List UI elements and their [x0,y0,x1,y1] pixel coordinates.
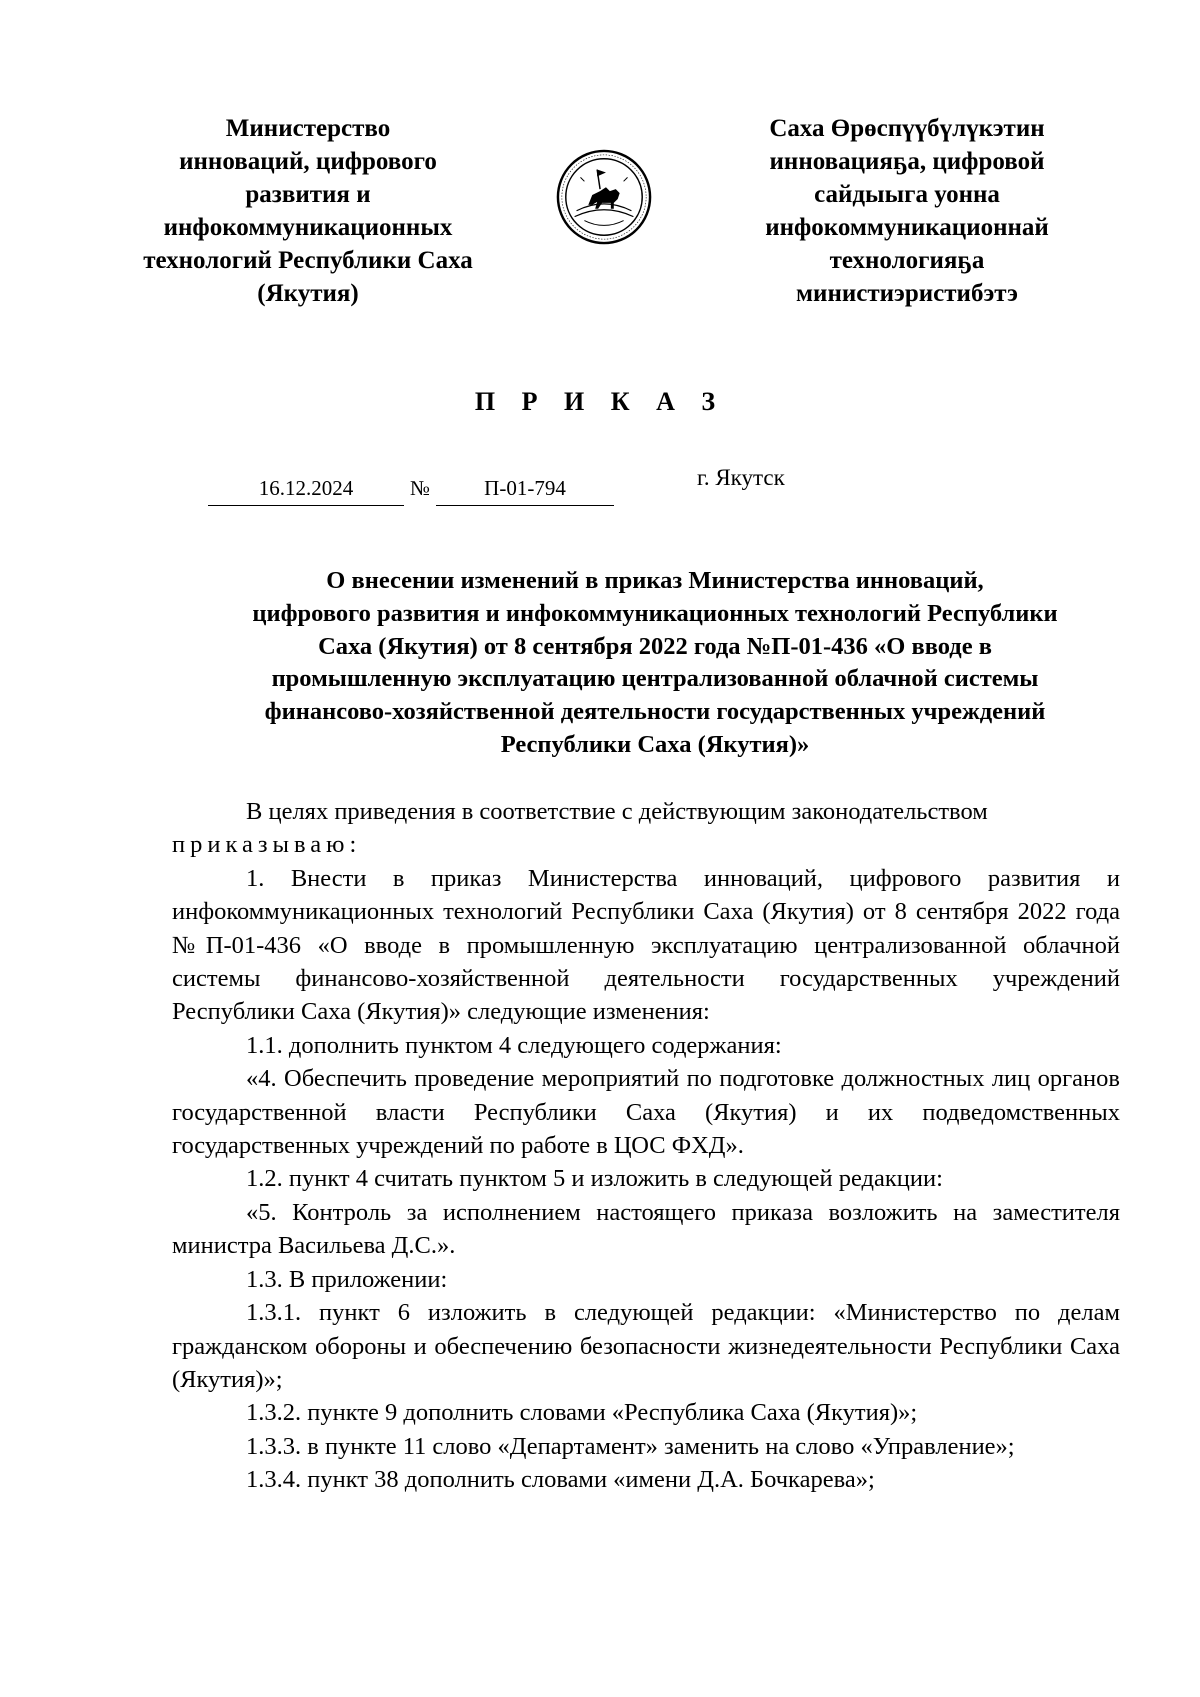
paragraph-1-3-4: 1.3.4. пункт 38 дополнить словами «имени Д.А. Бочкарева»; [246,1466,875,1494]
ministry-name-line: технологий Республики Саха [143,247,473,274]
subject-line: Саха (Якутия) от 8 сентября 2022 года №П-01-436 «О вводе в [318,632,992,660]
paragraph-1-3: 1.3. В приложении: [246,1265,448,1293]
number-sign: № [409,476,431,500]
ministry-name-russian [108,112,508,310]
ministry-name-line: развития и [245,181,371,208]
ministry-name-line: инфокоммуникационнай [765,214,1049,241]
paragraph-1-3-3: 1.3.3. в пункте 11 слово «Департамент» заменить на слово «Управление»; [246,1432,1015,1460]
order-city: г. Якутск [697,465,785,490]
intro-paragraph: В целях приведения в соответствие с действующим законодательством [246,798,988,825]
ministry-name-line: министиэристибэтэ [796,280,1018,307]
paragraph-1-1: 1.1. дополнить пунктом 4 следующего содержания: [246,1031,782,1059]
prikazyvayu-word: приказываю: [172,831,362,859]
paragraph-1-2: 1.2. пункт 4 считать пунктом 5 и изложить в следующей редакции: [246,1165,943,1193]
order-body [172,795,1120,1497]
ministry-name-line: сайдыыга уонна [814,181,1000,208]
order-number: П-01-794 [436,475,614,506]
ministry-name-yakut [712,112,1102,310]
ministry-name-line: Министерство [225,115,391,142]
paragraph-1-2-quote: «5. Контроль за исполнением настоящего приказа возложить на заместителя министра Васильева Д.С.». [172,1198,1120,1260]
subject-line: Республики Саха (Якутия)» [500,730,810,758]
paragraph-1-3-2: 1.3.2. пункте 9 дополнить словами «Республика Саха (Якутия)»; [246,1399,918,1427]
order-title: П Р И К А З [474,387,726,416]
paragraph-1: 1. Внести в приказ Министерства инноваций, цифрового развития и инфокоммуникационных технологий Республики Саха (Якутия) от 8 сентября 2022 года №П-01-436 «О вводе в промышленную эксплуатацию централизованной облачной системы финансово-хозяйственной деятельности государственных учреждений Республики Саха (Якутия)» следующие изменения: [172,864,1120,1026]
ministry-name-line: инфокоммуникационных [163,214,453,241]
ministry-name-line: (Якутия) [257,280,359,307]
subject-line: финансово-хозяйственной деятельности государственных учреждений [264,698,1046,726]
subject-line: промышленную эксплуатацию централизованной облачной системы [271,665,1039,693]
paragraph-1-1-quote: «4. Обеспечить проведение мероприятий по подготовке должностных лиц органов государственной власти Республики Саха (Якутия) и их подведомственных государственных учреждений по работе в ЦОС ФХД». [172,1065,1120,1160]
subject-line: О внесении изменений в приказ Министерства инноваций, [326,567,984,594]
ministry-name-line: технологияҕа [829,247,985,274]
republic-coat-of-arms-icon [555,148,653,246]
ministry-name-line: инноваций, цифрового [179,148,437,175]
paragraph-1-3-1: 1.3.1. пункт 6 изложить в следующей редакции: «Министерство по делам гражданском обороны и обеспечению безопасности жизнедеятельности Республики Саха (Якутия)»; [172,1299,1120,1393]
ministry-name-line: инновацияҕа, цифровой [769,148,1045,175]
order-date: 16.12.2024 [208,475,404,506]
order-subject [175,565,1135,762]
subject-line: цифрового развития и инфокоммуникационных технологий Республики [252,599,1058,627]
ministry-name-line: Саха Өрөспүүбүлүкэтин [769,115,1045,142]
